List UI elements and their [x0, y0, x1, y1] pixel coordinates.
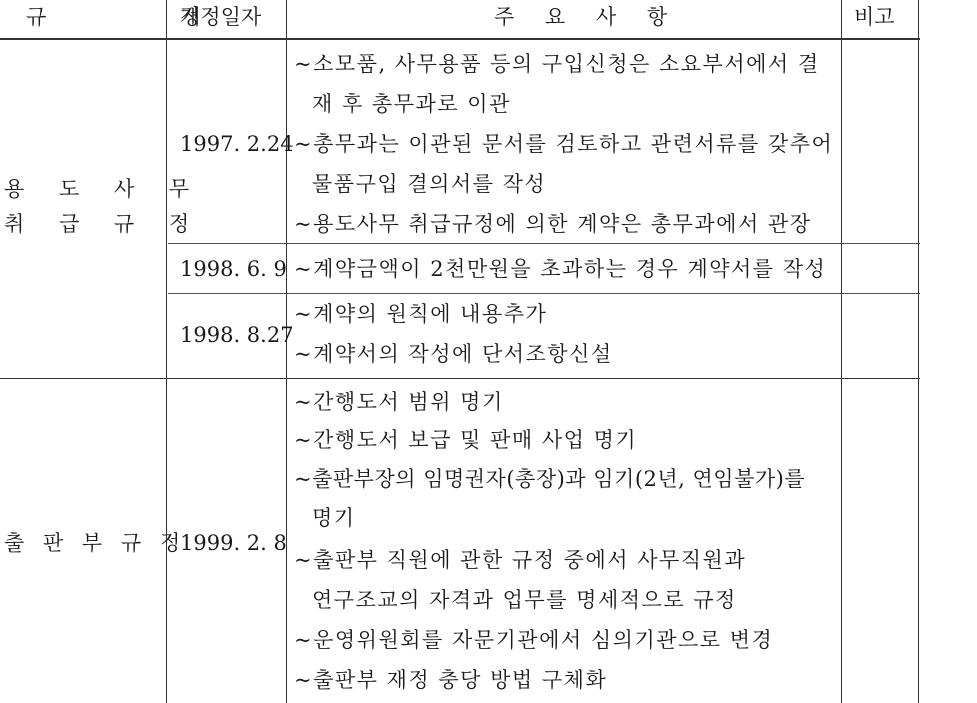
header-revision-date: 개정일자 — [180, 5, 262, 29]
table-right-border — [918, 0, 919, 703]
header-main-items: 주 요 사 항 — [494, 5, 680, 29]
item-line: ~출판부 직원에 관한 규정 중에서 사무직원과 — [294, 548, 747, 572]
regulation-name: 출 판 부 규 정 — [4, 531, 187, 555]
item-line: ~출판부 재정 충당 방법 구체화 — [294, 668, 608, 692]
item-line: 연구조교의 자격과 업무를 명세적으로 규정 — [312, 588, 737, 612]
regulation-name: 용 도 사 무 — [4, 177, 204, 201]
column-divider — [841, 0, 842, 703]
item-line: 명기 — [312, 506, 356, 530]
regulation-name: 취 급 규 정 — [4, 212, 204, 236]
item-line: ~소모품, 사무용품 등의 구입신청은 소요부서에서 결 — [294, 52, 820, 76]
item-line: ~간행도서 범위 명기 — [294, 390, 504, 414]
revision-date: 1998. 6. 9 — [180, 257, 287, 281]
item-line: 재 후 총무과로 이관 — [312, 92, 511, 116]
header-regulation: 규 정 — [26, 5, 200, 29]
header-bottom-rule — [0, 38, 920, 40]
column-divider — [166, 0, 167, 703]
item-line: ~출판부장의 임명권자(총장)과 임기(2년, 연임불가)를 — [294, 467, 806, 491]
section-divider — [0, 378, 920, 379]
row-divider — [168, 293, 920, 294]
item-line: ~용도사무 취급규정에 의한 계약은 총무과에서 관장 — [294, 212, 812, 236]
header-remarks: 비고 — [854, 5, 895, 29]
item-line: ~운영위원회를 자문기관에서 심의기관으로 변경 — [294, 628, 774, 652]
item-line: ~계약의 원칙에 내용추가 — [294, 302, 548, 326]
item-line: ~계약금액이 2천만원을 초과하는 경우 계약서를 작성 — [294, 257, 827, 281]
item-line: ~계약서의 작성에 단서조항신설 — [294, 342, 613, 366]
revision-date: 1998. 8.27 — [180, 323, 294, 347]
revision-date: 1999. 2. 8 — [180, 531, 287, 555]
item-line: ~간행도서 보급 및 판매 사업 명기 — [294, 428, 638, 452]
column-divider — [286, 0, 287, 703]
row-divider — [168, 243, 920, 244]
item-line: ~총무과는 이관된 문서를 검토하고 관련서류를 갖추어 — [294, 132, 834, 156]
item-line: 물품구입 결의서를 작성 — [312, 172, 547, 196]
revision-date: 1997. 2.24 — [180, 132, 294, 156]
